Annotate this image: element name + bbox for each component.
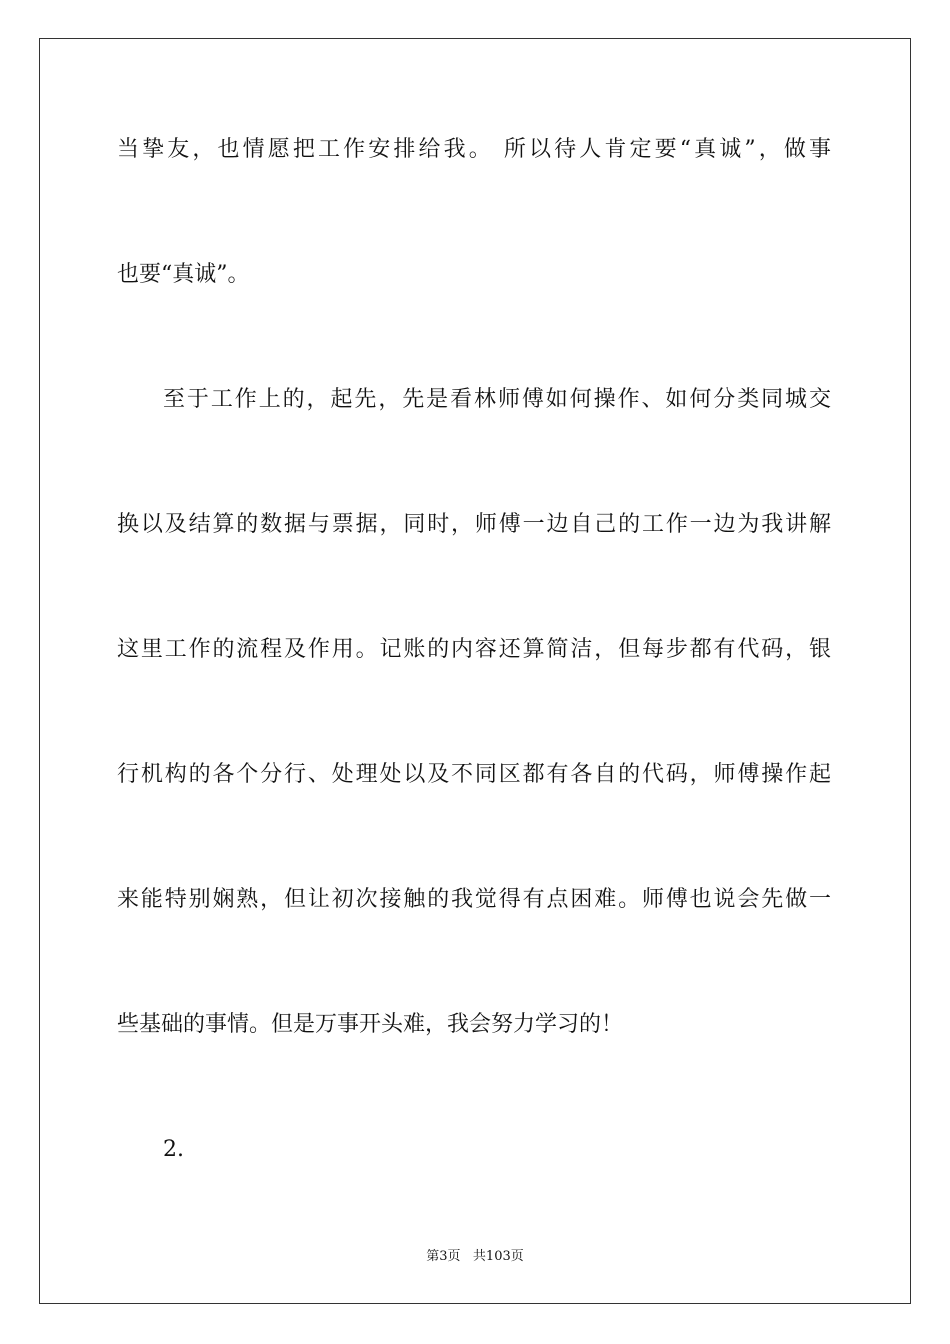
paragraph-line-1: 当挚友，也情愿把工作安排给我。 所以待人肯定要“真诚”，做事 [117, 137, 831, 162]
paragraph-line-8: 些基础的事情。但是万事开头难，我会努力学习的！ [117, 1012, 624, 1037]
paragraph-line-2: 也要“真诚”。 [117, 262, 250, 287]
paragraph-line-3: 至于工作上的，起先，先是看林师傅如何操作、如何分类同城交 [163, 387, 831, 412]
section-number: 2. [163, 1137, 184, 1162]
page-footer: 第3页 共103页 [426, 1249, 524, 1264]
paragraph-line-4: 换以及结算的数据与票据，同时，师傅一边自己的工作一边为我讲解 [117, 512, 831, 537]
paragraph-line-6: 行机构的各个分行、处理处以及不同区都有各自的代码，师傅操作起 [117, 762, 831, 787]
paragraph-line-7: 来能特别娴熟，但让初次接触的我觉得有点困难。师傅也说会先做一 [117, 887, 831, 912]
page-border [39, 38, 911, 1304]
paragraph-line-5: 这里工作的流程及作用。记账的内容还算简洁，但每步都有代码，银 [117, 637, 831, 662]
